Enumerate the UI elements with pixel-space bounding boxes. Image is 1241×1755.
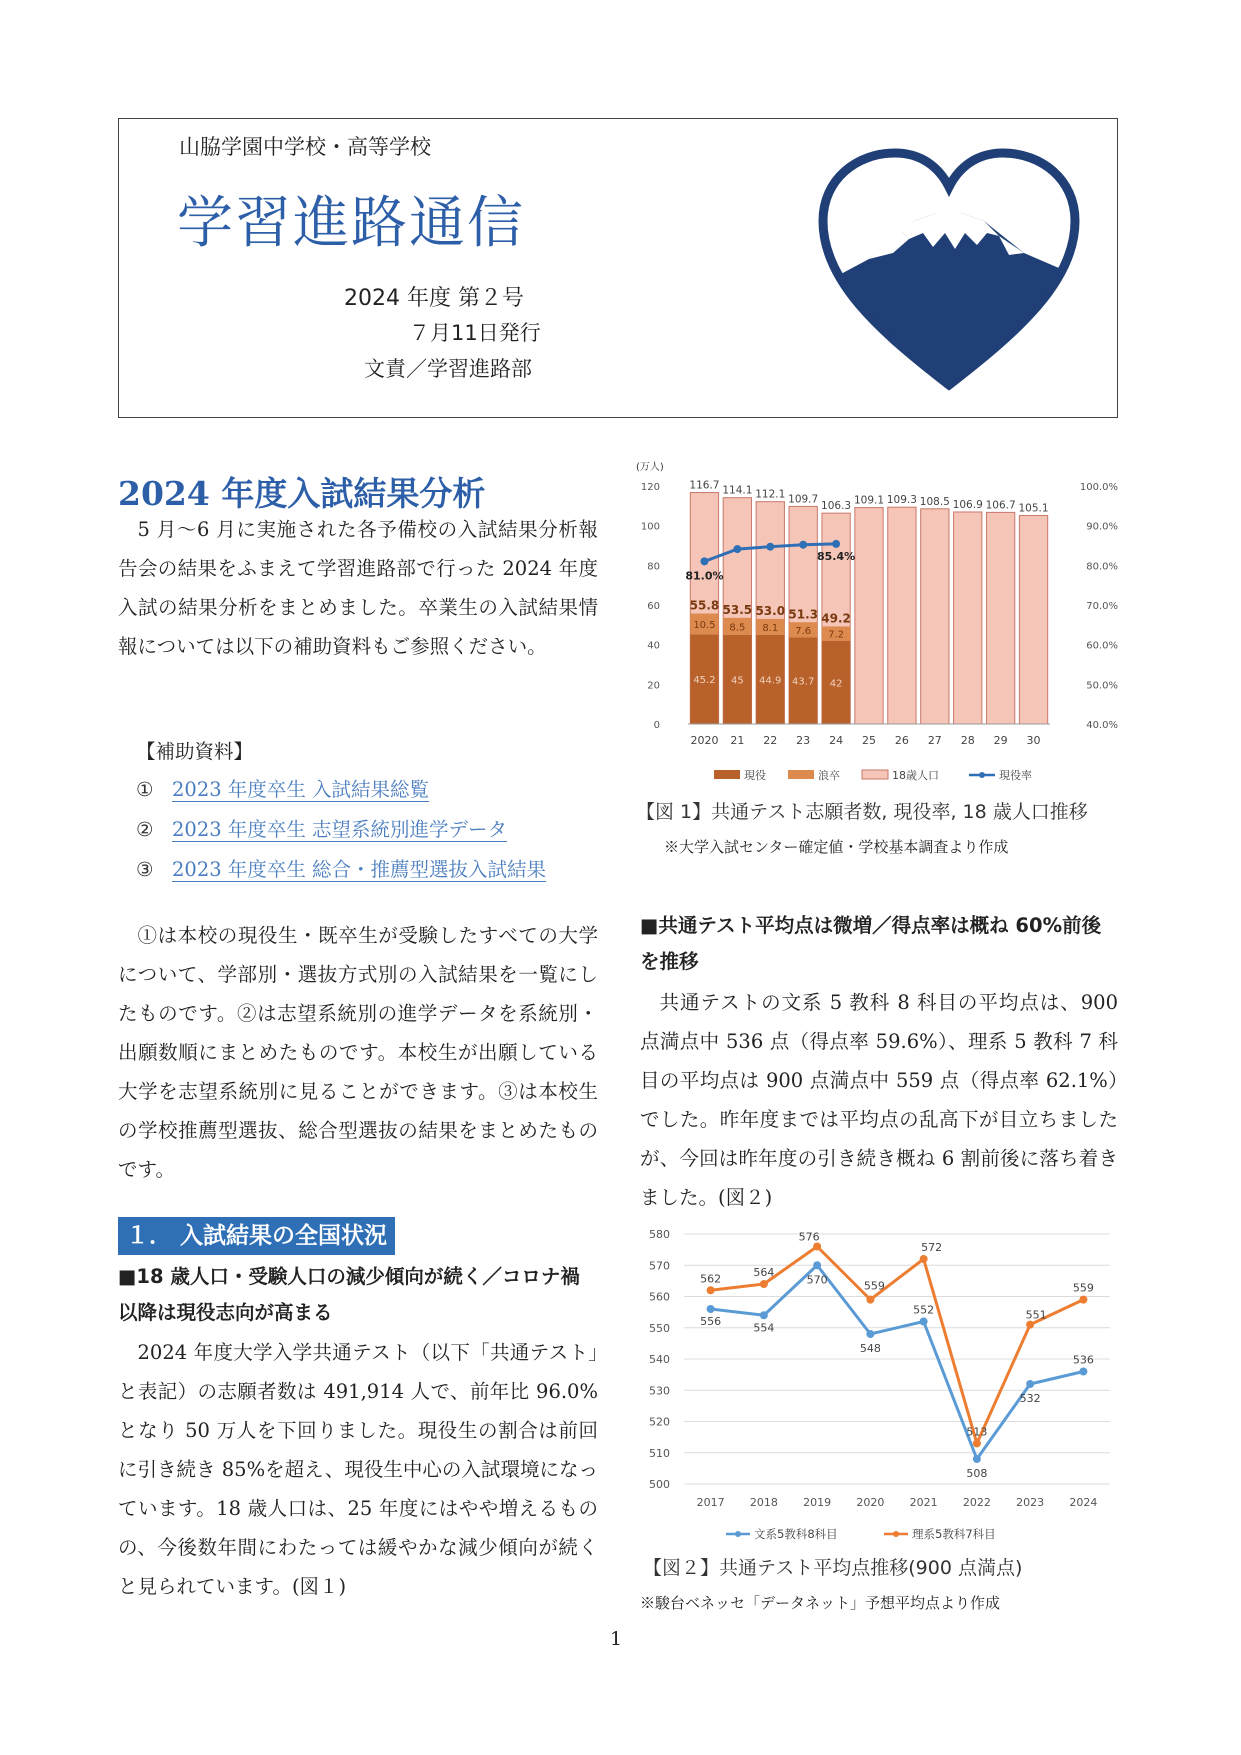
y2-tick-label: 60.0%	[1086, 640, 1118, 652]
bar-value-label: 7.2	[828, 629, 845, 641]
intro-paragraph	[118, 510, 598, 666]
data-label: 551	[1025, 1308, 1047, 1322]
y-tick-label: 120	[640, 482, 660, 493]
x-tick-label: 2017	[696, 1496, 725, 1509]
y-tick-label: 0	[653, 720, 660, 731]
bar-18-population	[888, 507, 916, 724]
supplementary-number: ③	[136, 858, 154, 881]
bar-value-label: 7.6	[795, 625, 812, 637]
bar-18-population	[986, 512, 1014, 724]
bar-value-label: 44.9	[759, 675, 782, 687]
legend-swatch	[862, 770, 888, 779]
x-tick-label: 29	[993, 734, 1008, 747]
data-label: 508	[966, 1467, 988, 1480]
y-tick-label: 500	[649, 1478, 670, 1491]
bar-value-label: 106.7	[985, 499, 1016, 512]
legend-label: 18歳人口	[892, 769, 939, 782]
rate-point	[832, 540, 840, 548]
data-point	[1026, 1321, 1034, 1329]
y2-tick-label: 80.0%	[1086, 561, 1118, 573]
legend-label: 現役率	[999, 769, 1032, 782]
figure1-caption: 【図 1】共通テスト志願者数, 現役率, 18 歳人口推移	[636, 801, 1088, 823]
figure1-chart	[630, 456, 1120, 786]
data-point	[813, 1243, 821, 1251]
issue-date: ７月11日発行	[409, 321, 541, 345]
bar-value-label: 10.5	[693, 619, 716, 631]
y2-tick-label: 40.0%	[1086, 720, 1118, 731]
data-point	[866, 1330, 874, 1338]
link-exam-results-overview[interactable]: 2023 年度卒生 入試結果総覧	[172, 778, 430, 801]
data-label: 513	[966, 1425, 988, 1439]
data-label: 564	[753, 1266, 775, 1279]
description-paragraph	[118, 916, 598, 1189]
applicant-total-label: 53.0	[755, 603, 786, 618]
section1-body-text: 2024 年度大学入学共通テスト（以下「共通テスト」と表記）の志願者数は 491,914 人で、前年比 96.0%となり 50 万人を下回りました。現役生の割合は前回に引き続き 85%を超え、現役生中心の入試環境になっています。18 歳人口は、25 年度にはやや増えるものの、今後数年間にわたっては緩やかな減少傾向が続くと見られています。(図１)	[118, 1341, 598, 1598]
y-tick-label: 60	[647, 601, 660, 612]
x-tick-label: 2019	[803, 1496, 832, 1509]
supplementary-item	[136, 774, 429, 802]
bar-value-label: 106.3	[821, 500, 852, 513]
y-tick-label: 580	[649, 1228, 670, 1241]
legend-label: 文系5教科8科目	[754, 1527, 838, 1541]
x-tick-label: 28	[960, 734, 975, 747]
section2-body-text: 共通テストの文系 5 教科 8 科目の平均点は、900 点満点中 536 点（得点率 59.6%）、理系 5 教科 7 科目の平均点は 900 点満点中 559 点（得点率 62.1%）でした。昨年度までは平均点の乱高下が目立ちましたが、今回は昨年度の引き続き概ね 6 割前後に落ち着きました。(図２)	[640, 991, 1118, 1209]
x-tick-label: 25	[862, 734, 876, 747]
y2-tick-label: 50.0%	[1086, 680, 1118, 692]
section1-subheading: ■18 歳人口・受験人口の減少傾向が続く／コロナ禍以降は現役志向が高まる	[118, 1265, 580, 1324]
data-point	[760, 1311, 768, 1319]
applicant-total-label: 49.2	[821, 611, 851, 626]
section2-body	[640, 983, 1118, 1217]
figure2-caption: 【図２】共通テスト平均点推移(900 点満点)	[643, 1557, 1023, 1579]
rate-point	[799, 541, 807, 549]
x-tick-label: 23	[796, 734, 811, 747]
bar-18-population	[954, 512, 982, 724]
y-tick-label: 80	[647, 561, 660, 573]
x-tick-label: 26	[894, 734, 909, 747]
school-name: 山脇学園中学校・高等学校	[179, 135, 431, 159]
y-tick-label: 40	[647, 640, 660, 652]
y-tick-label: 520	[649, 1415, 670, 1429]
newsletter-title: 学習進路通信	[177, 191, 525, 256]
figure1-note: ※大学入試センター確定値・学校基本調査より作成	[664, 838, 1009, 856]
supplementary-title: 【補助資料】	[136, 740, 254, 763]
series-humanities	[711, 1265, 1084, 1459]
figure2-chart	[640, 1218, 1118, 1548]
editor: 文責／学習進路部	[364, 357, 532, 381]
data-point	[973, 1439, 981, 1447]
data-point	[920, 1318, 928, 1326]
data-label: 548	[859, 1342, 881, 1355]
y2-tick-label: 90.0%	[1086, 521, 1118, 533]
data-label: 559	[863, 1279, 885, 1293]
legend-swatch	[735, 1531, 741, 1537]
rate-point	[766, 543, 774, 551]
data-label: 559	[1072, 1281, 1094, 1295]
data-point	[866, 1296, 874, 1304]
x-tick-label: 2022	[962, 1496, 991, 1509]
y2-tick-label: 100.0%	[1079, 482, 1118, 493]
data-point	[1079, 1368, 1087, 1376]
bar-18-population	[1019, 516, 1047, 724]
section1-body	[118, 1333, 598, 1606]
data-label: 562	[700, 1272, 722, 1286]
legend-swatch	[714, 770, 740, 779]
y-tick-label: 20	[647, 680, 660, 692]
data-label: 556	[700, 1315, 722, 1328]
x-tick-label: 2023	[1016, 1496, 1045, 1509]
x-tick-label: 2018	[749, 1496, 778, 1509]
legend-swatch	[979, 772, 985, 778]
rate-label: 85.4%	[817, 549, 856, 563]
legend-label: 理系5教科7科目	[912, 1527, 996, 1541]
data-point	[1079, 1296, 1087, 1304]
bar-value-label: 108.5	[919, 495, 950, 508]
applicant-total-label: 53.5	[722, 602, 753, 617]
y-tick-label: 100	[640, 521, 660, 533]
bar-value-label: 109.1	[853, 494, 885, 507]
legend-label: 浪卒	[818, 769, 840, 782]
y2-tick-label: 70.0%	[1086, 601, 1118, 612]
intro-text: 5 月～6 月に実施された各予備校の入試結果分析報告会の結果をふまえて学習進路部で行った 2024 年度入試の結果分析をまとめました。卒業生の入試結果情報については以下の補助資料もご参照ください。	[118, 518, 598, 658]
bar-value-label: 109.7	[788, 493, 819, 506]
data-label: 536	[1072, 1353, 1094, 1367]
bar-value-label: 42	[829, 678, 843, 690]
data-label: 576	[798, 1230, 820, 1244]
description-text: ①は本校の現役生・既卒生が受験したすべての大学について、学部別・選抜方式別の入試結果を一覧にしたものです。②は志望系統別の進学データを系統別・出願数順にまとめたものです。本校生が出願している大学を志望系統別に見ることができます。③は本校生の学校推薦型選抜、総合型選抜の結果をまとめたものです。	[118, 924, 598, 1181]
data-label: 552	[913, 1303, 935, 1317]
figure2-note: ※駿台ベネッセ「データネット」予想平均点より作成	[640, 1594, 1001, 1612]
bar-value-label: 45.2	[693, 675, 716, 687]
applicant-total-label: 51.3	[788, 607, 818, 622]
x-tick-label: 24	[829, 734, 844, 747]
legend-swatch	[893, 1531, 899, 1537]
supplementary-number: ①	[136, 778, 154, 801]
y-tick-label: 530	[649, 1384, 670, 1398]
section2-subheading: ■共通テスト平均点は微増／得点率は概ね 60%前後を推移	[640, 914, 1102, 973]
bar-value-label: 109.3	[886, 494, 917, 507]
rate-point	[733, 545, 741, 553]
y-tick-label: 560	[649, 1290, 670, 1304]
data-point	[707, 1305, 715, 1313]
supplementary-number: ②	[136, 818, 154, 841]
rate-label: 81.0%	[685, 569, 724, 583]
header-box	[118, 118, 1118, 418]
heart-fuji-logo-icon	[809, 141, 1089, 397]
bar-value-label: 116.7	[689, 479, 720, 492]
data-point	[1026, 1380, 1034, 1388]
legend-label: 現役	[744, 769, 766, 782]
x-tick-label: 27	[927, 734, 942, 747]
x-tick-label: 2020	[856, 1496, 885, 1509]
link-recommendation-results[interactable]: 2023 年度卒生 総合・推薦型選抜入試結果	[172, 858, 547, 881]
x-tick-label: 21	[730, 734, 745, 747]
data-label: 554	[753, 1321, 775, 1335]
bar-value-label: 114.1	[722, 484, 753, 497]
applicant-total-label: 55.8	[689, 598, 720, 613]
bar-18-population	[855, 508, 883, 724]
bar-value-label: 106.9	[952, 498, 983, 511]
data-point	[973, 1455, 981, 1463]
bar-value-label: 8.5	[729, 622, 746, 634]
x-tick-label: 2021	[909, 1496, 938, 1509]
main-heading: 2024 年度入試結果分析	[118, 474, 486, 513]
data-point	[707, 1286, 715, 1294]
bar-18-population	[921, 509, 949, 724]
section1-heading: １． 入試結果の全国状況	[118, 1217, 395, 1255]
x-tick-label: 30	[1026, 734, 1041, 747]
bar-value-label: 105.1	[1018, 502, 1049, 515]
data-label: 572	[921, 1241, 943, 1254]
y-tick-label: 510	[649, 1446, 670, 1460]
y-axis-unit-label: (万人)	[636, 462, 664, 473]
y-tick-label: 570	[649, 1259, 670, 1273]
bar-value-label: 8.1	[762, 622, 779, 634]
bar-value-label: 43.7	[792, 676, 815, 688]
data-label: 532	[1019, 1392, 1041, 1405]
page-number: 1	[610, 1628, 623, 1650]
data-label: 570	[806, 1273, 828, 1287]
y-tick-label: 540	[649, 1353, 670, 1366]
supplementary-item	[136, 814, 507, 842]
x-tick-label: 2024	[1069, 1496, 1098, 1509]
x-tick-label: 2020	[690, 734, 719, 747]
data-point	[813, 1261, 821, 1269]
y-tick-label: 550	[649, 1321, 670, 1335]
data-point	[760, 1280, 768, 1288]
link-field-advancement-data[interactable]: 2023 年度卒生 志望系統別進学データ	[172, 818, 508, 841]
legend-swatch	[788, 770, 814, 779]
bar-value-label: 112.1	[755, 488, 786, 501]
data-point	[920, 1255, 928, 1263]
x-tick-label: 22	[763, 734, 778, 747]
rate-point	[700, 557, 708, 565]
issue-number: 2024 年度 第２号	[344, 286, 524, 311]
bar-value-label: 45	[730, 675, 744, 687]
supplementary-item	[136, 854, 546, 882]
